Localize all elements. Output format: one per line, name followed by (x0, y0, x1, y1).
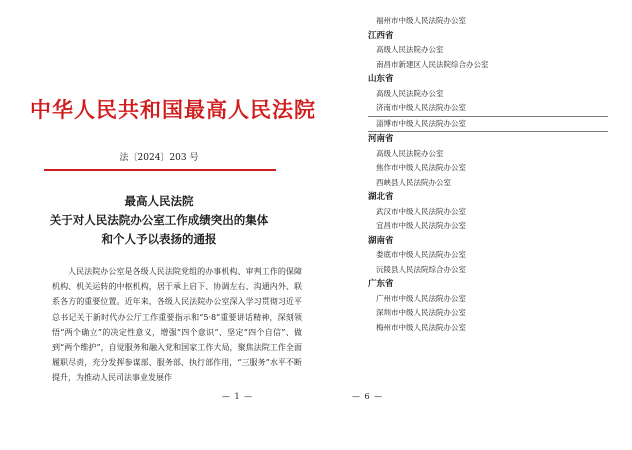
province-heading: 河南省 (368, 134, 394, 144)
honoree-entry: 南昌市新建区人民法院综合办公室 (376, 59, 489, 69)
honoree-entry: 高级人民法院办公室 (376, 88, 444, 98)
honoree-entry: 福州市中级人民法院办公室 (376, 16, 466, 25)
document-header-title: 中华人民共和国最高人民法院 (30, 97, 316, 122)
honoree-entry: 焦作市中级人民法院办公室 (376, 163, 466, 172)
honoree-list (368, 14, 608, 335)
honoree-entry: 宜昌市中级人民法院办公室 (376, 221, 466, 230)
notice-body (52, 264, 302, 386)
honoree-entry: 娄底市中级人民法院办公室 (376, 250, 466, 259)
honoree-entry: 西峡县人民法院办公室 (376, 177, 451, 187)
honoree-entry: 淄博市中级人民法院办公室 (368, 117, 608, 133)
body-paragraph: 人民法院办公室是各级人民法院党组的办事机构、审判工作的保障机构、机关运转的中枢机构，居于承上启下、协调左右、沟通内外、联系各方的重要位置。近年来，各级人民法院办公室深入学习贯彻习近平总书记关于新时代办公厅工作重要指示和“5·8”重要讲话精神，深刻领悟“两个确立”的决定性意义，增强“四个意识”、坚定“四个自信”、做到“两个维护”，自觉服务和融入党和国家工作大局，聚焦法院工作全面履职尽责，充分发挥参谋部、服务部、执行部作用，“三服务”水平不断提升，为推动人民司法事业发展作 (52, 267, 302, 383)
province-heading: 广东省 (368, 279, 394, 289)
notice-title-line: 最高人民法院 (124, 194, 194, 208)
honoree-entry: 深圳市中级人民法院办公室 (376, 308, 466, 317)
honoree-entry: 高级人民法院办公室 (376, 45, 444, 54)
province-heading: 江西省 (368, 30, 394, 41)
honoree-entry: 高级人民法院办公室 (376, 148, 444, 158)
notice-title-line: 和个人予以表扬的通报 (101, 232, 217, 246)
honoree-entry: 济南市中级人民法院办公室 (368, 101, 608, 117)
notice-title (30, 192, 288, 249)
red-divider-line (44, 169, 276, 171)
honoree-entry: 武汉市中级人民法院办公室 (376, 206, 466, 216)
notice-title-line: 关于对人民法院办公室工作成绩突出的集体 (49, 213, 269, 227)
honoree-entry: 沅陵县人民法院综合办公室 (376, 264, 466, 274)
province-heading: 山东省 (368, 74, 394, 84)
province-heading: 湖南省 (368, 235, 394, 246)
page-number: — 1 — (222, 392, 254, 401)
honoree-entry: 广州市中级人民法院办公室 (376, 293, 466, 303)
document-number: 法〔2024〕203 号 (119, 153, 199, 163)
document-page-right (316, 0, 632, 450)
province-heading: 湖北省 (368, 192, 394, 202)
page-number: — 6 — (352, 392, 384, 401)
honoree-entry: 梅州市中级人民法院办公室 (376, 322, 466, 332)
